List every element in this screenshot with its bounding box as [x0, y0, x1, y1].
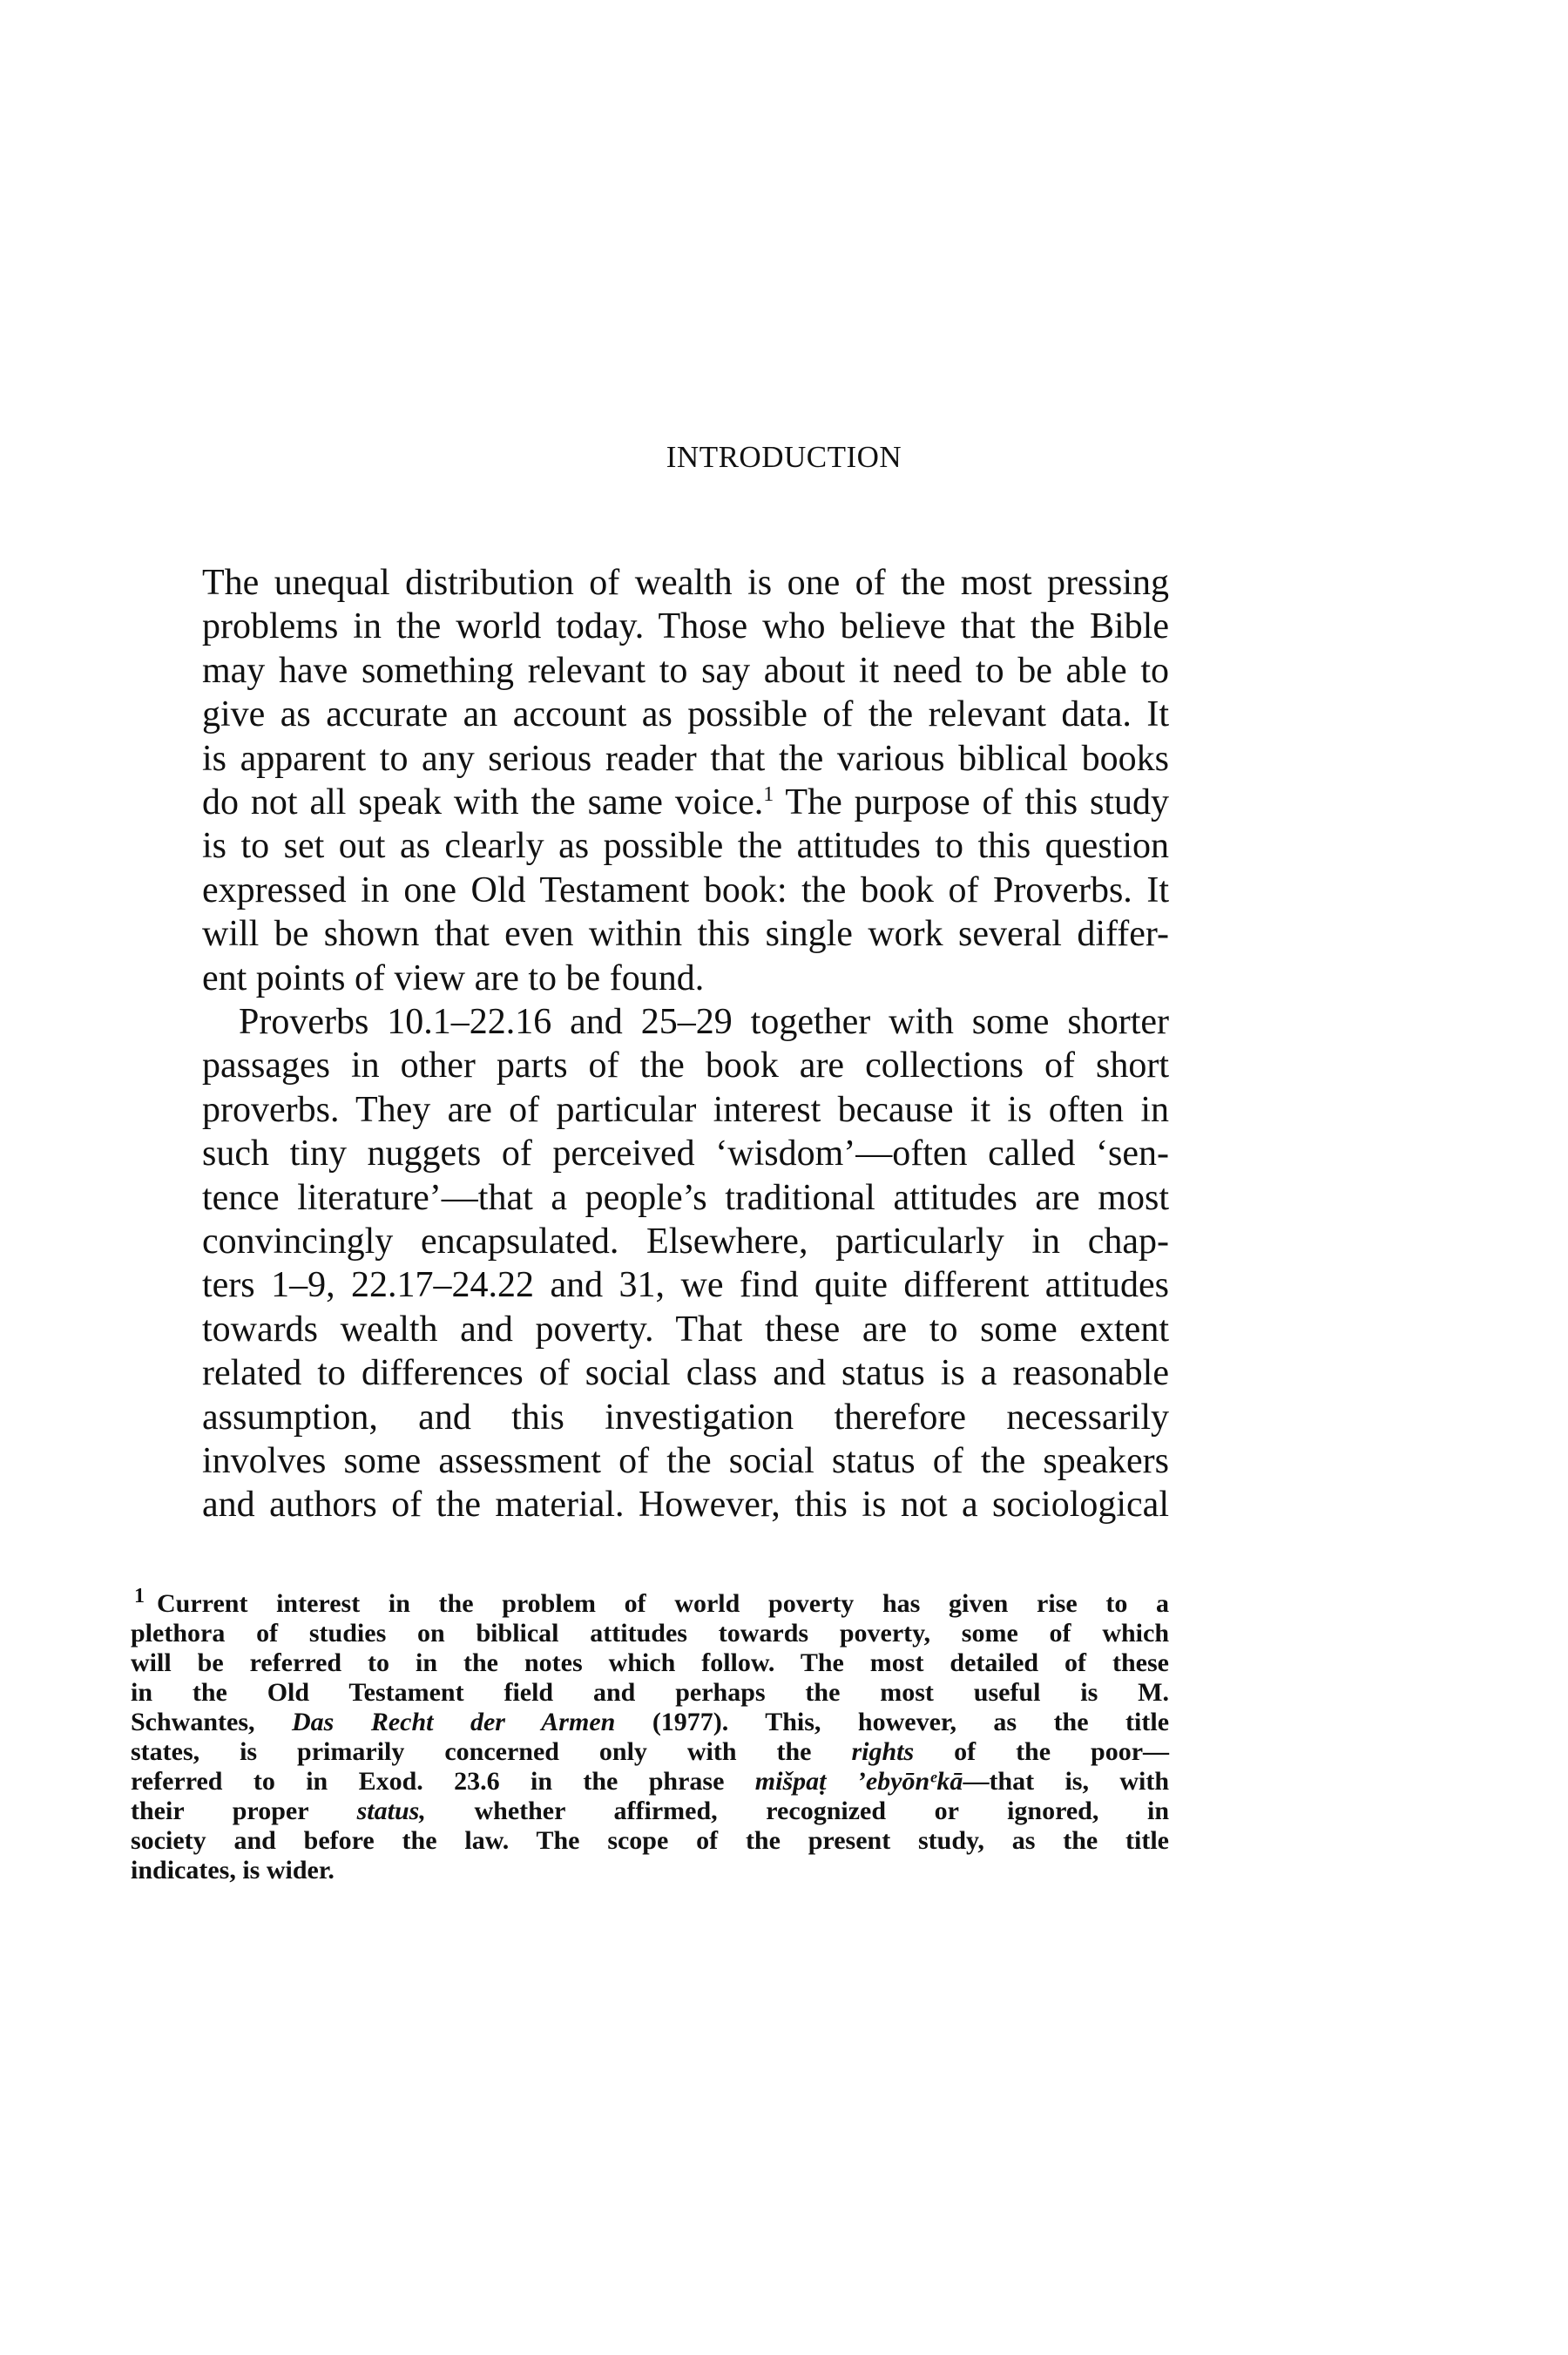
paragraph-2: [202, 1000, 1169, 1527]
paragraph-line: such tiny nuggets of perceived ‘wisdom’—often called ‘sen-: [202, 1134, 1169, 1174]
footnote-text: their proper: [131, 1797, 308, 1825]
footnote-text: of the poor—: [954, 1737, 1170, 1766]
footnote-text: referred to in Exod. 23.6 in the phrase: [131, 1767, 725, 1796]
paragraph-line: proverbs. They are of particular interest because it is often in: [202, 1089, 1169, 1130]
footnote-marker: 1: [134, 1585, 145, 1607]
footnote-line: [131, 1737, 1169, 1767]
footnote-text: Current interest in the problem of world poverty has given rise to a: [157, 1589, 1169, 1618]
footnote-line: society and before the law. The scope of the present study, as the title: [131, 1826, 1169, 1855]
footnote: [131, 1585, 1170, 1885]
footnote-line: indicates, is wider.: [131, 1856, 335, 1885]
paragraph-line: passages in other parts of the book are collections of short: [202, 1046, 1169, 1086]
book-title: Das Recht der Armen: [292, 1708, 616, 1736]
footnote-line: [131, 1708, 1169, 1737]
paragraph-line: is apparent to any serious reader that the various biblical books: [202, 738, 1169, 779]
paragraph-line: ent points of view are to be found.: [202, 958, 705, 998]
paragraph-line: tence literature’—that a people’s traditional attitudes are most: [202, 1177, 1169, 1218]
paragraph-line: give as accurate an account as possible of the relevant data. It: [202, 694, 1169, 735]
paragraph-line: ters 1–9, 22.17–24.22 and 31, we find quite different attitudes: [202, 1265, 1169, 1306]
footnote-reference[interactable]: 1: [763, 782, 774, 806]
emphasis-text: status,: [356, 1797, 426, 1825]
paragraph-line: convincingly encapsulated. Elsewhere, particularly in chap-: [202, 1221, 1169, 1262]
paragraph-line: Proverbs 10.1–22.16 and 25–29 together with some shorter: [239, 1002, 1169, 1042]
paragraph-line: towards wealth and poverty. That these are to some extent: [202, 1309, 1169, 1350]
footnote-line: will be referred to in the notes which follow. The most detailed of these: [131, 1648, 1169, 1677]
footnote-text: Schwantes,: [131, 1708, 255, 1736]
emphasis-text: rights: [851, 1737, 915, 1766]
footnote-line: in the Old Testament field and perhaps the most useful is M.: [131, 1678, 1169, 1707]
paragraph-line: The unequal distribution of wealth is one of the most pressing: [202, 563, 1169, 603]
chapter-heading: [0, 440, 1568, 475]
paragraph-line: is to set out as clearly as possible the attitudes to this question: [202, 826, 1169, 867]
chapter-heading-text: INTRODUCTION: [666, 440, 902, 474]
footnote-line: [131, 1585, 1169, 1619]
paragraph-line: assumption, and this investigation therefore necessarily: [202, 1397, 1169, 1438]
paragraph-line: expressed in one Old Testament book: the book of Proverbs. It: [202, 870, 1169, 910]
paragraph-line: involves some assessment of the social status of the speakers: [202, 1440, 1169, 1481]
footnote-line: plethora of studies on biblical attitudes towards poverty, some of which: [131, 1619, 1169, 1648]
paragraph-line: may have something relevant to say about it need to be able to: [202, 650, 1169, 691]
paragraph-line-with-footnote-ref: [202, 781, 1169, 824]
paragraph-line: problems in the world today. Those who believe that the Bible: [202, 606, 1169, 647]
paragraph-line-part: The purpose of this study: [774, 782, 1169, 822]
footnote-text: —that is, with: [963, 1767, 1170, 1796]
paragraph-line: will be shown that even within this single work several differ-: [202, 914, 1169, 955]
paragraph-1: [202, 561, 1169, 1000]
hebrew-phrase: mišpaṭ ’ebyōnᵉkā: [754, 1767, 963, 1796]
footnote-line: [131, 1797, 1169, 1826]
paragraph-line-part: do not all speak with the same voice.: [202, 782, 764, 822]
footnote-text: whether affirmed, recognized or ignored, in: [474, 1797, 1170, 1825]
paragraph-line: related to differences of social class and status is a reasonable: [202, 1353, 1169, 1394]
footnote-line: [131, 1767, 1169, 1797]
footnote-text: (1977). This, however, as the title: [652, 1708, 1170, 1736]
footnote-text: states, is primarily concerned only with the: [131, 1737, 812, 1766]
paragraph-line: and authors of the material. However, this is not a sociological: [202, 1485, 1169, 1526]
